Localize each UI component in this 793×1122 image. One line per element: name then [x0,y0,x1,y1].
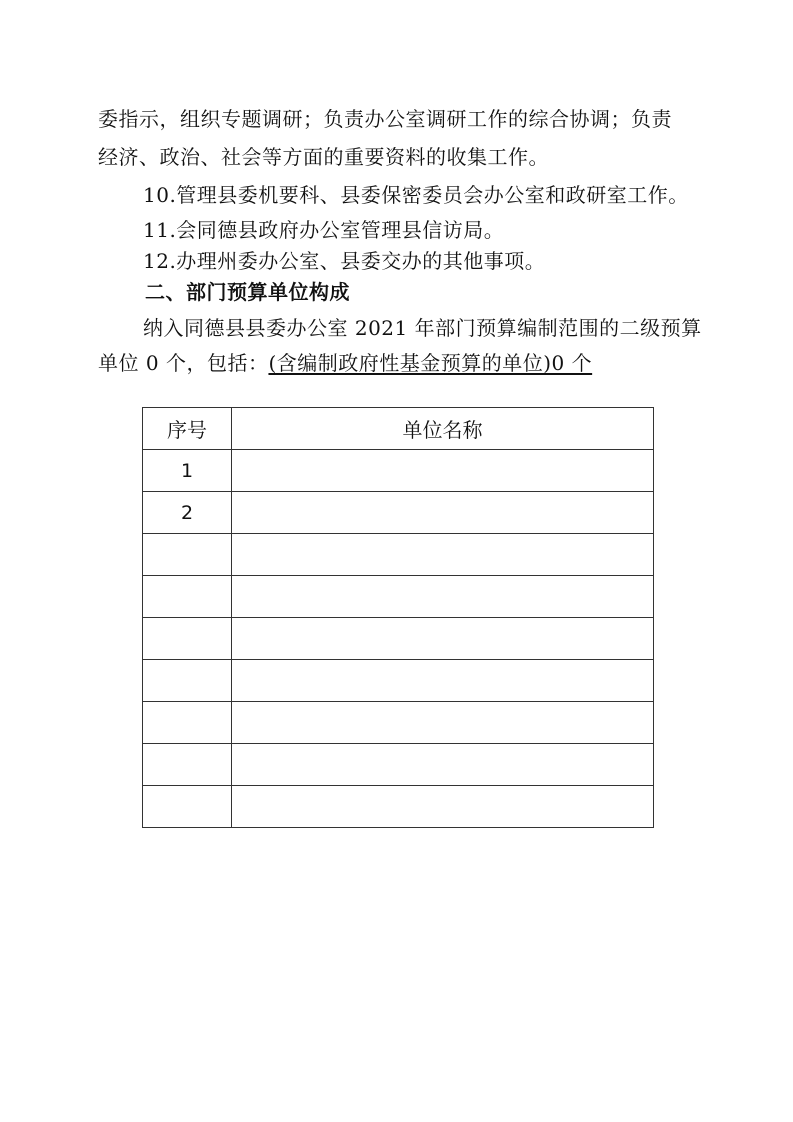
table-cell-seq [143,744,232,786]
table-row [143,660,654,702]
item-12: 12.办理州委办公室、县委交办的其他事项。 [143,249,546,273]
header-unit-name: 单位名称 [232,408,654,450]
budget-units-table [142,407,654,828]
table-row [143,576,654,618]
table-cell-unit-name [232,786,654,828]
table-cell-unit-name [232,702,654,744]
table-row [143,702,654,744]
table-cell-unit-name [232,660,654,702]
paragraph-line-1: 委指示，组织专题调研；负责办公室调研工作的综合协调；负责 [98,107,672,131]
item-11: 11.会同德县政府办公室管理县信访局。 [143,218,505,242]
table-row [143,744,654,786]
table-header-row [143,408,654,450]
table-cell-unit-name [232,534,654,576]
table-row [143,786,654,828]
table-row [143,534,654,576]
section-paragraph-line-1: 纳入同德县县委办公室 2021 年部门预算编制范围的二级预算 [143,316,702,340]
table-cell-seq [143,660,232,702]
table-cell-unit-name [232,744,654,786]
table-cell-unit-name [232,450,654,492]
table-cell-seq [143,576,232,618]
table-cell-unit-name [232,618,654,660]
paragraph-line-2: 经济、政治、社会等方面的重要资料的收集工作。 [98,145,549,169]
table-cell-seq: 2 [143,492,232,534]
item-10: 10.管理县委机要科、县委保密委员会办公室和政研室工作。 [143,183,689,207]
section-paragraph-underlined: (含编制政府性基金预算的单位)0 个 [268,351,593,375]
table-row [143,618,654,660]
header-seq: 序号 [143,408,232,450]
table-cell-seq [143,786,232,828]
table-cell-unit-name [232,492,654,534]
table-cell-seq [143,702,232,744]
section-paragraph-line-2 [98,349,592,377]
section-heading: 二、部门预算单位构成 [145,280,350,304]
section-paragraph-prefix: 单位 0 个，包括： [98,351,269,375]
table-cell-seq: 1 [143,450,232,492]
table-row [143,450,654,492]
table-cell-seq [143,618,232,660]
table-cell-unit-name [232,576,654,618]
table-row [143,492,654,534]
table-cell-seq [143,534,232,576]
